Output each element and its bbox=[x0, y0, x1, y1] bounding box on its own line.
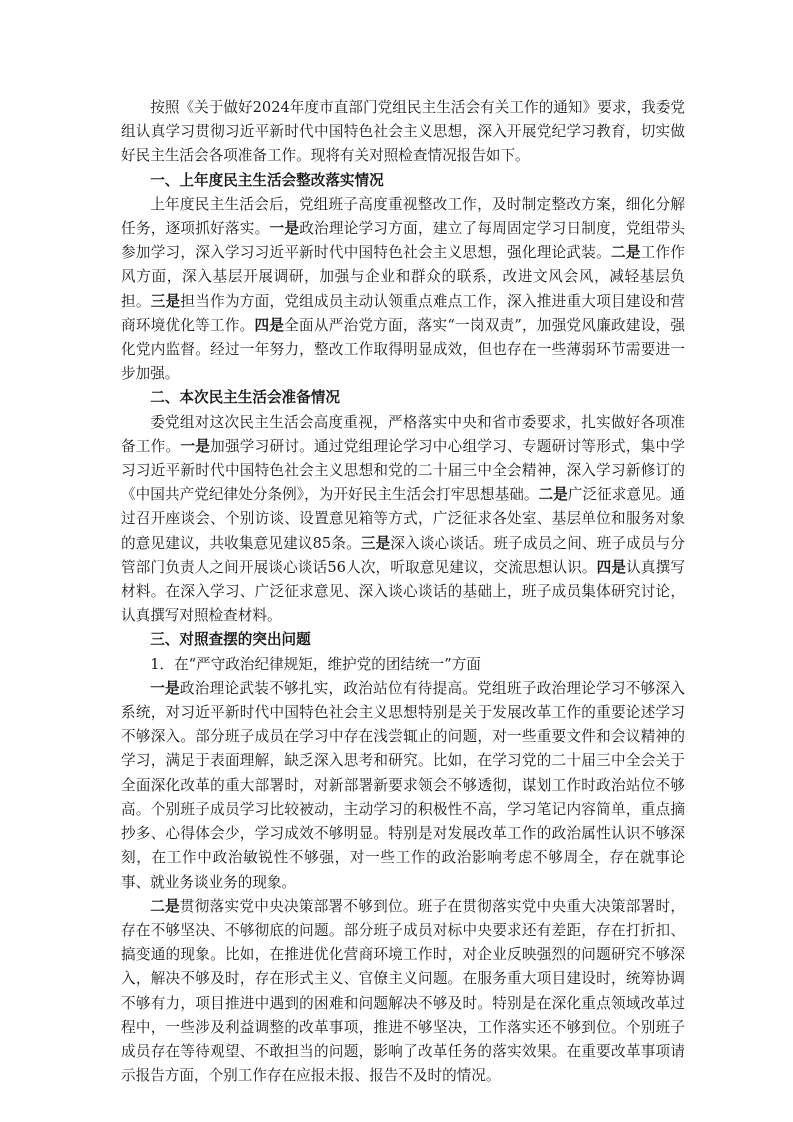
section-3-subheading: 1．在“严守政治纪律规矩，维护党的团结统一”方面 bbox=[150, 655, 481, 673]
keyword-first: 一是 bbox=[150, 679, 180, 697]
keyword-second: 二是 bbox=[538, 486, 568, 504]
section-2-lead: 委党组对这次民主生活会高度重视，严格落实中央和省市委要求，扎实做好各项准备工作。 bbox=[121, 413, 685, 455]
section-2-item-2: 广泛征求意见。通过召开座谈会、个别访谈、设置意见箱等方式，广泛征求各处室、基层单位和服务对象的意见建议，共收集意见建议85条。 bbox=[121, 486, 685, 552]
section-2-item-1: 加强学习研讨。通过党组理论学习中心组学习、专题研讨等形式，集中学习习近平新时代中国特色社会主义思想和党的二十届三中全会精神，深入学习新修订的《中国共产党纪律处分条例》，为开好民主生活会打牢思想基础。 bbox=[121, 437, 685, 504]
section-1-item-3: 担当作为方面，党组成员主动认领重点难点工作，深入推进重大项目建设和营商环境优化等工作。 bbox=[121, 292, 685, 334]
intro-paragraph: 按照《关于做好2024年度市直部门党组民主生活会有关工作的通知》要求，我委党组认真学习贯彻习近平新时代中国特色社会主义思想，深入开展党纪学习教育，切实做好民主生活会各项准备工作。现将有关对照检查情况报告如下。 bbox=[121, 99, 685, 165]
keyword-third: 三是 bbox=[360, 534, 391, 552]
section-2-item-4: 认真撰写材料。在深入学习、广泛征求意见、深入谈心谈话的基础上，班子成员集体研究讨论，认真撰写对照检查材料。 bbox=[121, 558, 685, 625]
section-2-heading: 二、本次民主生活会准备情况 bbox=[150, 389, 340, 407]
keyword-first: 一是 bbox=[269, 220, 300, 238]
section-1-item-2: 工作作风方面，深入基层开展调研，加强与企业和群众的联系，改进文风会风，减轻基层负担。 bbox=[121, 244, 685, 310]
keyword-fourth: 四是 bbox=[596, 558, 627, 576]
section-1-lead: 上年度民主生活会后，党组班子高度重视整改工作，及时制定整改方案，细化分解任务，逐项抓好落实。 bbox=[121, 195, 685, 238]
keyword-second: 二是 bbox=[150, 897, 180, 915]
section-3-item-2: 贯彻落实党中央决策部署不够到位。班子在贯彻落实党中央重大决策部署时，存在不够坚决、不够彻底的问题。部分班子成员对标中央要求还有差距，存在打折扣、搞变通的现象。比如，在推进优化营商环境工作时，对企业反映强烈的问题研究不够深入，解决不够及时，存在形式主义、官僚主义问题。在服务重大项目建设时，统筹协调不够有力，项目推进中遇到的困难和问题解决不够及时。特别是在深化重点领域改革过程中，一些涉及利益调整的改革事项，推进不够坚决，工作落实还不够到位。个别班子成员存在等待观望、不敢担当的问题，影响了改革任务的落实效果。在重要改革事项请示报告方面，个别工作存在应报未报、报告不及时的情况。 bbox=[121, 897, 685, 1085]
section-1-heading: 一、上年度民主生活会整改落实情况 bbox=[150, 171, 384, 189]
section-2-item-3: 深入谈心谈话。班子成员之间、班子成员与分管部门负责人之间开展谈心谈话56人次，听取意见建议，交流思想认识。 bbox=[121, 534, 685, 576]
section-3-item-1: 政治理论武装不够扎实，政治站位有待提高。党组班子政治理论学习不够深入系统，对习近平新时代中国特色社会主义思想特别是关于发展改革工作的重要论述学习不够深入。部分班子成员在学习中存在浅尝辄止的问题，对一些重要文件和会议精神的学习，满足于表面理解，缺乏深入思考和研究。比如，在学习党的二十届三中全会关于全面深化改革的重大部署时，对新部署新要求领会不够透彻，谋划工作时政治站位不够高。个别班子成员学习比较被动，主动学习的积极性不高，学习笔记内容简单，重点摘抄多、心得体会少，学习成效不够明显。特别是对发展改革工作的政治属性认识不够深刻，在工作中政治敏锐性不够强，对一些工作的政治影响考虑不够周全，存在就事论事、就业务谈业务的现象。 bbox=[121, 679, 685, 891]
section-3-heading: 三、对照查摆的突出问题 bbox=[150, 631, 311, 649]
section-3-paragraph-2 bbox=[121, 895, 685, 1089]
keyword-fourth: 四是 bbox=[254, 316, 285, 334]
section-3-paragraph-1 bbox=[121, 677, 685, 895]
section-1-item-4: 全面从严治党方面，落实“一岗双责”，加强党风廉政建设，强化党内监督。经过一年努力，整改工作取得明显成效，但也存在一些薄弱环节需要进一步加强。 bbox=[121, 316, 685, 383]
section-1-paragraph bbox=[121, 193, 685, 387]
section-1-item-1: 政治理论学习方面，建立了每周固定学习日制度，党组带头参加学习，深入学习习近平新时代中国特色社会主义思想，强化理论武装。 bbox=[121, 220, 685, 262]
keyword-second: 二是 bbox=[610, 244, 641, 262]
keyword-first: 一是 bbox=[180, 437, 211, 455]
section-2-paragraph bbox=[121, 411, 685, 629]
keyword-third: 三是 bbox=[150, 292, 181, 310]
document-body bbox=[121, 96, 685, 1088]
